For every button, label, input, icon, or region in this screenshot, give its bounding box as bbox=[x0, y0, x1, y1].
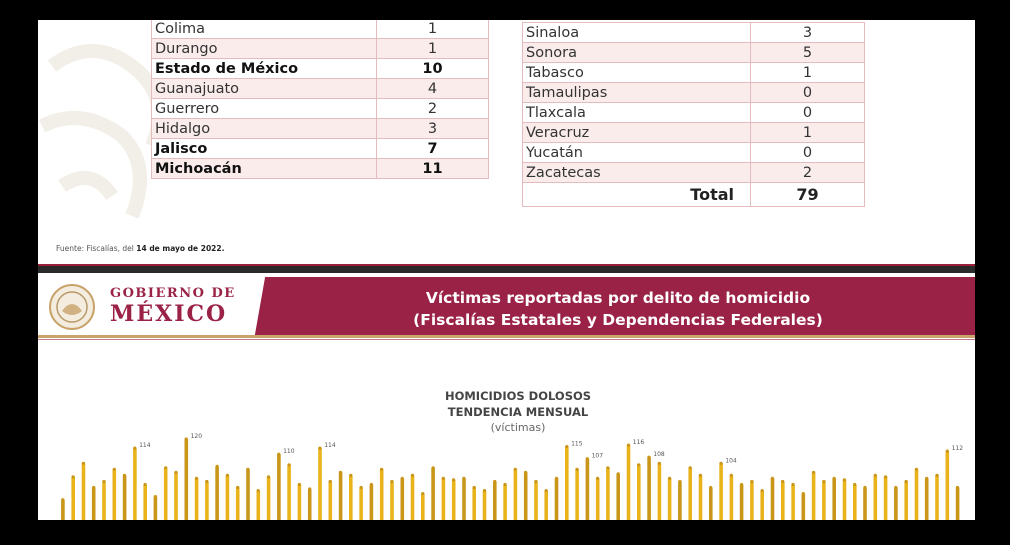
chart-point bbox=[226, 474, 229, 477]
chart-bar bbox=[246, 469, 250, 520]
chart-point bbox=[812, 471, 815, 474]
chart-point bbox=[72, 475, 75, 478]
chart-bar bbox=[483, 491, 487, 520]
chart-bar bbox=[102, 482, 106, 521]
source-date: 14 de mayo de 2022. bbox=[136, 244, 225, 253]
chart-bar bbox=[565, 447, 569, 520]
state-row bbox=[523, 63, 865, 83]
chart-point bbox=[113, 468, 116, 471]
chart-point bbox=[946, 450, 949, 453]
chart-bar bbox=[935, 475, 939, 520]
chart-point bbox=[185, 437, 188, 440]
chart-bar bbox=[113, 469, 117, 520]
chart-bar bbox=[411, 475, 415, 520]
state-name: Veracruz bbox=[523, 123, 751, 143]
chart-bar bbox=[802, 494, 806, 520]
banner-title-line-2: (Fiscalías Estatales y Dependencias Federales) bbox=[413, 311, 823, 329]
chart-point bbox=[442, 477, 445, 480]
chart-bar bbox=[287, 465, 291, 520]
brand-line-1: GOBIERNO DE bbox=[110, 286, 236, 301]
chart-point bbox=[637, 463, 640, 466]
chart-bar bbox=[143, 485, 147, 521]
state-name: Tlaxcala bbox=[523, 103, 751, 123]
banner-title bbox=[368, 287, 868, 331]
chart-bar bbox=[71, 477, 75, 520]
chart-bar bbox=[894, 488, 898, 521]
chart-bar bbox=[884, 477, 888, 520]
chart-bar bbox=[431, 468, 435, 520]
chart-point bbox=[267, 475, 270, 478]
chart-point bbox=[791, 483, 794, 486]
chart-point bbox=[575, 468, 578, 471]
source-note bbox=[56, 244, 224, 253]
chart-point bbox=[277, 453, 280, 456]
chart-data-label: 115 bbox=[571, 440, 583, 448]
chart-bar bbox=[318, 448, 322, 520]
chart-bar bbox=[678, 482, 682, 521]
chart-point bbox=[329, 480, 332, 483]
state-row bbox=[152, 59, 489, 79]
chart-bar bbox=[853, 485, 857, 521]
total-value: 79 bbox=[751, 183, 865, 207]
chart-bar bbox=[329, 482, 333, 521]
chart-point bbox=[925, 477, 928, 480]
chart-bar bbox=[956, 488, 960, 521]
chart-point bbox=[452, 478, 455, 481]
state-value: 1 bbox=[751, 63, 865, 83]
chart-bar bbox=[421, 494, 425, 520]
state-name: Colima bbox=[152, 20, 377, 39]
chart-bar bbox=[472, 488, 476, 521]
chart-bar bbox=[349, 475, 353, 520]
chart-point bbox=[462, 477, 465, 480]
chart-bar bbox=[339, 472, 343, 520]
chart-bar bbox=[915, 469, 919, 520]
state-row bbox=[152, 79, 489, 99]
chart-bar bbox=[164, 468, 168, 520]
state-row bbox=[523, 23, 865, 43]
chart-data-label: 116 bbox=[632, 439, 645, 447]
chart-point bbox=[174, 471, 177, 474]
chart-point bbox=[781, 480, 784, 483]
chart-point bbox=[853, 483, 856, 486]
chart-bar bbox=[904, 482, 908, 521]
chart-point bbox=[740, 483, 743, 486]
state-name: Sinaloa bbox=[523, 23, 751, 43]
chart-bar bbox=[575, 469, 579, 520]
chart-point bbox=[596, 477, 599, 480]
chart-bar bbox=[627, 445, 631, 520]
state-value: 4 bbox=[377, 79, 489, 99]
chart-point bbox=[308, 487, 311, 490]
state-value: 0 bbox=[751, 83, 865, 103]
chart-point bbox=[935, 474, 938, 477]
chart-bar bbox=[380, 469, 384, 520]
chart-bar bbox=[863, 488, 867, 521]
chart-point bbox=[92, 486, 95, 489]
state-name: Yucatán bbox=[523, 143, 751, 163]
chart-bar bbox=[452, 480, 456, 520]
chart-point bbox=[761, 489, 764, 492]
chart-bar bbox=[709, 488, 713, 521]
chart-bar bbox=[534, 482, 538, 521]
chart-bar bbox=[493, 482, 497, 521]
state-value: 1 bbox=[751, 123, 865, 143]
state-name: Sonora bbox=[523, 43, 751, 63]
chart-bar bbox=[308, 489, 312, 520]
state-name: Jalisco bbox=[152, 139, 377, 159]
state-value: 0 bbox=[751, 143, 865, 163]
chart-bar bbox=[226, 475, 230, 520]
chart-point bbox=[843, 478, 846, 481]
chart-bar bbox=[133, 448, 137, 520]
state-name: Estado de México bbox=[152, 59, 377, 79]
chart-bar bbox=[154, 497, 158, 520]
chart-point bbox=[884, 475, 887, 478]
state-row bbox=[152, 119, 489, 139]
chart-point bbox=[750, 480, 753, 483]
state-name: Guerrero bbox=[152, 99, 377, 119]
chart-bar bbox=[257, 491, 261, 520]
chart-point bbox=[421, 492, 424, 495]
chart-bar bbox=[195, 478, 199, 520]
total-row bbox=[523, 183, 865, 207]
state-name: Hidalgo bbox=[152, 119, 377, 139]
chart-point bbox=[339, 471, 342, 474]
chart-data-label: 112 bbox=[951, 445, 964, 453]
state-name: Tabasco bbox=[523, 63, 751, 83]
chart-point bbox=[257, 489, 260, 492]
chart-point bbox=[617, 472, 620, 475]
chart-point bbox=[144, 483, 147, 486]
chart-bar bbox=[832, 478, 836, 520]
chart-point bbox=[411, 474, 414, 477]
chart-bar bbox=[730, 475, 734, 520]
chart-point bbox=[195, 477, 198, 480]
state-row bbox=[152, 159, 489, 179]
chart-bar bbox=[822, 482, 826, 521]
state-value: 1 bbox=[377, 39, 489, 59]
chart-bar bbox=[781, 482, 785, 521]
chart-bar bbox=[462, 478, 466, 520]
chart-data-label: 104 bbox=[725, 457, 737, 465]
chart-data-label: 108 bbox=[653, 451, 665, 459]
chart-point bbox=[133, 447, 136, 450]
state-row bbox=[523, 143, 865, 163]
chart-point bbox=[678, 480, 681, 483]
chart-point bbox=[473, 486, 476, 489]
chart-point bbox=[61, 498, 64, 501]
chart-point bbox=[205, 480, 208, 483]
chart-data-label: 107 bbox=[591, 452, 604, 460]
chart-point bbox=[647, 456, 650, 459]
state-value: 0 bbox=[751, 103, 865, 123]
chart-bar bbox=[514, 469, 518, 520]
chart-bar bbox=[555, 478, 559, 520]
monthly-trend-chart bbox=[38, 433, 975, 520]
chart-bar bbox=[442, 478, 446, 520]
chart-point bbox=[524, 471, 527, 474]
state-row bbox=[152, 139, 489, 159]
banner-red-rule bbox=[38, 339, 975, 340]
chart-point bbox=[894, 486, 897, 489]
chart-bar bbox=[544, 491, 548, 520]
chart-bar bbox=[185, 439, 189, 520]
chart-point bbox=[545, 489, 548, 492]
states-table-left bbox=[151, 20, 489, 179]
chart-bar bbox=[616, 474, 620, 520]
chart-point bbox=[360, 486, 363, 489]
state-value: 11 bbox=[377, 159, 489, 179]
chart-bar bbox=[647, 457, 651, 520]
chart-bar bbox=[370, 485, 374, 521]
chart-bar bbox=[874, 475, 878, 520]
states-table-right bbox=[522, 22, 865, 207]
chart-point bbox=[483, 489, 486, 492]
chart-point bbox=[689, 466, 692, 469]
chart-point bbox=[658, 462, 661, 465]
state-row bbox=[523, 163, 865, 183]
state-name: Tamaulipas bbox=[523, 83, 751, 103]
chart-bar bbox=[123, 475, 127, 520]
chart-point bbox=[380, 468, 383, 471]
chart-data-label: 120 bbox=[190, 433, 203, 440]
state-row bbox=[152, 99, 489, 119]
chart-point bbox=[699, 474, 702, 477]
chart-point bbox=[216, 465, 219, 468]
state-row bbox=[152, 20, 489, 39]
chart-point bbox=[719, 462, 722, 465]
chart-bar bbox=[82, 463, 86, 520]
chart-point bbox=[514, 468, 517, 471]
chart-bar bbox=[750, 482, 754, 521]
state-row bbox=[523, 83, 865, 103]
chart-slide bbox=[38, 273, 975, 520]
chart-bar bbox=[92, 488, 96, 521]
chart-bar bbox=[606, 468, 610, 520]
banner-title-line-1: Víctimas reportadas por delito de homicidio bbox=[425, 289, 811, 307]
chart-bar bbox=[843, 480, 847, 520]
source-prefix: Fuente: Fiscalías, del bbox=[56, 244, 137, 253]
state-row bbox=[152, 39, 489, 59]
chart-title-line-1: HOMICIDIOS DOLOSOS bbox=[444, 389, 592, 403]
chart-point bbox=[833, 477, 836, 480]
state-value: 7 bbox=[377, 139, 489, 159]
state-name: Guanajuato bbox=[152, 79, 377, 99]
chart-point bbox=[102, 480, 105, 483]
chart-bar bbox=[298, 485, 302, 521]
chart-bar bbox=[503, 485, 507, 521]
chart-data-label: 114 bbox=[324, 442, 336, 450]
chart-title bbox=[398, 388, 638, 420]
chart-point bbox=[349, 474, 352, 477]
chart-point bbox=[493, 480, 496, 483]
chart-bar bbox=[637, 465, 641, 520]
chart-point bbox=[401, 477, 404, 480]
chart-point bbox=[123, 474, 126, 477]
state-value: 3 bbox=[751, 23, 865, 43]
chart-bar bbox=[174, 472, 178, 520]
chart-data-label: 110 bbox=[283, 448, 295, 456]
chart-title-line-2: TENDENCIA MENSUAL bbox=[447, 405, 589, 419]
state-table-slide bbox=[38, 20, 975, 266]
chart-point bbox=[534, 480, 537, 483]
chart-bar bbox=[925, 478, 929, 520]
state-value: 2 bbox=[751, 163, 865, 183]
chart-subtitle: (víctimas) bbox=[490, 421, 546, 434]
chart-point bbox=[586, 457, 589, 460]
state-value: 10 bbox=[377, 59, 489, 79]
chart-bar bbox=[596, 478, 600, 520]
chart-bar bbox=[812, 472, 816, 520]
chart-point bbox=[154, 495, 157, 498]
chart-point bbox=[82, 462, 85, 465]
chart-bar bbox=[61, 500, 65, 520]
chart-point bbox=[771, 477, 774, 480]
chart-bar bbox=[760, 491, 764, 520]
chart-point bbox=[627, 444, 630, 447]
chart-bar bbox=[946, 451, 950, 520]
slide-divider bbox=[38, 266, 975, 273]
brand-line-2: MÉXICO bbox=[110, 301, 228, 327]
chart-bar bbox=[791, 485, 795, 521]
state-name: Zacatecas bbox=[523, 163, 751, 183]
state-row bbox=[523, 103, 865, 123]
chart-point bbox=[802, 492, 805, 495]
chart-point bbox=[288, 463, 291, 466]
chart-point bbox=[318, 447, 321, 450]
chart-bar bbox=[359, 488, 363, 521]
chart-bar bbox=[215, 466, 219, 520]
chart-bar bbox=[586, 459, 590, 520]
state-name: Michoacán bbox=[152, 159, 377, 179]
chart-data-label: 114 bbox=[139, 442, 151, 450]
chart-bar bbox=[719, 463, 723, 520]
state-row bbox=[523, 43, 865, 63]
chart-point bbox=[915, 468, 918, 471]
chart-point bbox=[668, 477, 671, 480]
chart-point bbox=[863, 486, 866, 489]
state-value: 5 bbox=[751, 43, 865, 63]
state-value: 2 bbox=[377, 99, 489, 119]
chart-point bbox=[905, 480, 908, 483]
chart-bar bbox=[267, 477, 271, 520]
chart-point bbox=[390, 480, 393, 483]
state-name: Durango bbox=[152, 39, 377, 59]
chart-point bbox=[709, 486, 712, 489]
state-row bbox=[523, 123, 865, 143]
national-seal-icon bbox=[48, 283, 96, 331]
chart-bar bbox=[699, 475, 703, 520]
chart-bar bbox=[668, 478, 672, 520]
screenshot-frame bbox=[38, 20, 975, 520]
chart-point bbox=[432, 466, 435, 469]
banner-gold-rule bbox=[38, 335, 975, 338]
chart-point bbox=[236, 486, 239, 489]
chart-point bbox=[503, 483, 506, 486]
total-label: Total bbox=[523, 183, 751, 207]
chart-point bbox=[370, 483, 373, 486]
state-value: 3 bbox=[377, 119, 489, 139]
chart-point bbox=[730, 474, 733, 477]
chart-point bbox=[246, 468, 249, 471]
state-value: 1 bbox=[377, 20, 489, 39]
chart-bar bbox=[277, 454, 281, 520]
chart-point bbox=[606, 466, 609, 469]
chart-bar bbox=[524, 472, 528, 520]
chart-bar bbox=[236, 488, 240, 521]
chart-point bbox=[822, 480, 825, 483]
chart-point bbox=[956, 486, 959, 489]
chart-point bbox=[164, 466, 167, 469]
chart-bar bbox=[771, 478, 775, 520]
chart-bar bbox=[688, 468, 692, 520]
chart-point bbox=[874, 474, 877, 477]
chart-bar bbox=[658, 463, 662, 520]
chart-point bbox=[565, 445, 568, 448]
chart-bar bbox=[390, 482, 394, 521]
chart-point bbox=[298, 483, 301, 486]
chart-bar bbox=[401, 478, 405, 520]
chart-bar bbox=[205, 482, 209, 521]
chart-point bbox=[555, 477, 558, 480]
chart-bar bbox=[740, 485, 744, 521]
